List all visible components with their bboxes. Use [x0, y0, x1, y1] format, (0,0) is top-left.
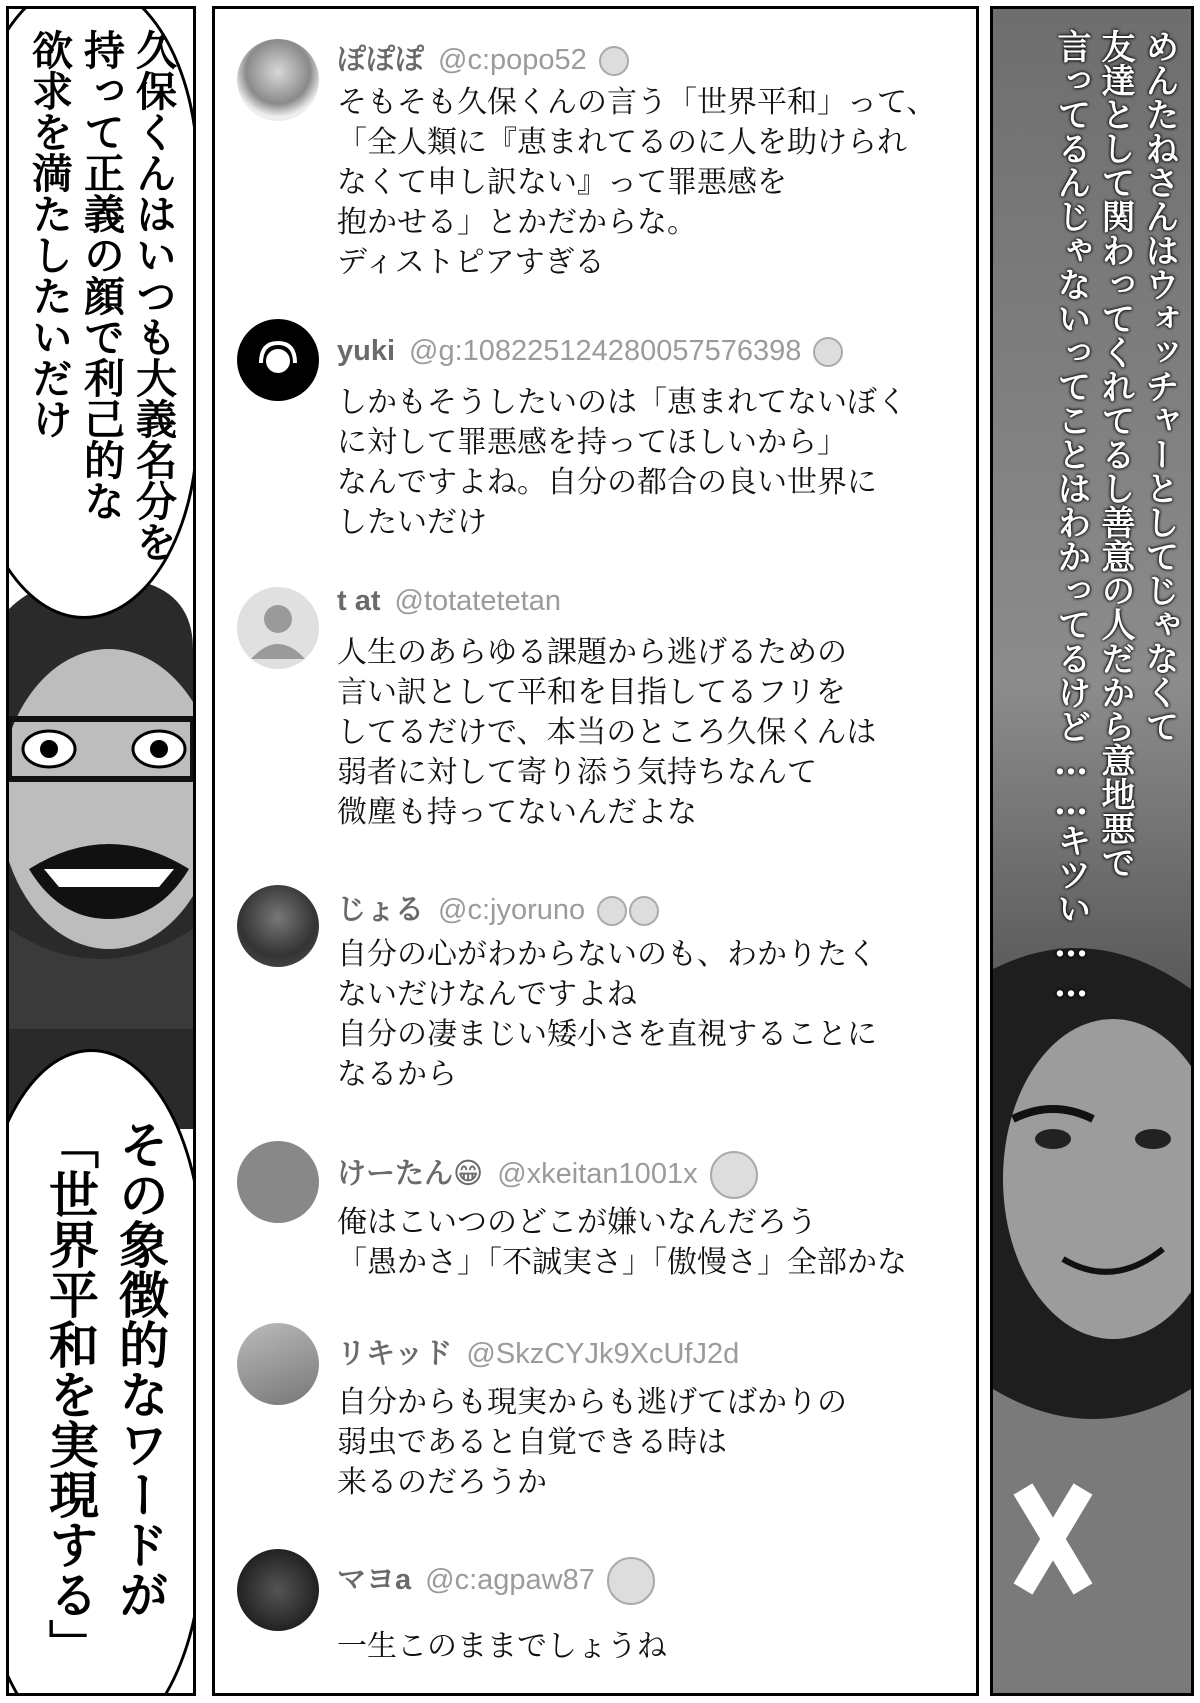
character-face-kubo: [9, 569, 193, 1129]
right-panel: [990, 6, 1194, 1696]
avatar[interactable]: [237, 1141, 319, 1223]
comment-header: [337, 1151, 758, 1199]
user-handle[interactable]: @c:jyoruno: [438, 894, 586, 926]
avatar[interactable]: [237, 1549, 319, 1631]
avatar[interactable]: [237, 1323, 319, 1405]
comment-item: [225, 305, 965, 555]
bubble-line: 「世界平和を実現する」: [41, 1119, 100, 1669]
badge-icon: [710, 1151, 758, 1199]
monologue-text: [1049, 29, 1181, 1109]
comment-text: しかもそうしたいのは「恵まれてないぼく に対して罪悪感を持ってほしいから」 なんですよね。自分の都合の良い世界に したいだけ: [337, 385, 907, 540]
comment-item: [225, 881, 965, 1131]
username[interactable]: マヨa: [337, 1564, 412, 1596]
user-handle[interactable]: @c:agpaw87: [425, 1564, 595, 1596]
avatar[interactable]: [237, 587, 319, 669]
comment-item: [225, 1545, 965, 1685]
comment-header: [337, 335, 843, 368]
user-handle[interactable]: @totatetetan: [394, 585, 561, 617]
badge-icon: [629, 896, 659, 926]
comment-header: [337, 887, 659, 928]
comment-header: [337, 1331, 739, 1372]
bubble-line: 欲求を満たしたいだけ: [25, 29, 73, 439]
monologue-line: めんたねさんはウォッチャーとしてじゃなくて: [1139, 29, 1179, 743]
user-handle[interactable]: @c:popo52: [438, 44, 587, 76]
comment-header: [337, 1557, 655, 1605]
comment-text: 自分の心がわからないのも、わかりたく ないだけなんですよね 自分の凄まじい矮小さを直視することに なるから: [337, 937, 877, 1092]
comment-item: [225, 577, 965, 867]
username[interactable]: じょる: [337, 894, 425, 926]
username[interactable]: yuki: [337, 335, 396, 367]
bubble-line: 持って正義の顔で利己的な: [77, 29, 125, 521]
monologue-line: 友達として関わってくれてるし善意の人だから意地悪で: [1095, 29, 1135, 879]
comment-text: 自分からも現実からも逃げてばかりの 弱虫であると自覚できる時は 来るのだろうか: [337, 1385, 847, 1500]
comment-text: そもそも久保くんの言う「世界平和」って、 「全人類に『恵まれてるのに人を助けられ なくて申し訳ない』って罪悪感を 抱かせる」とかだからな。 ディストピアすぎる: [337, 85, 937, 280]
comments-panel: [212, 6, 979, 1696]
bubble-line: その象徴的なワードが: [111, 1119, 170, 1619]
comment-text: 一生このままでしょうね: [337, 1629, 667, 1664]
user-handle[interactable]: @g:1082251242800575763​98: [409, 335, 802, 367]
comment-item: [225, 1319, 965, 1529]
comment-item: [225, 1137, 965, 1307]
badge-icon: [607, 1557, 655, 1605]
default-user-icon: [237, 587, 319, 669]
username[interactable]: リキッド: [337, 1338, 453, 1370]
avatar[interactable]: [237, 885, 319, 967]
username[interactable]: t at: [337, 585, 381, 617]
username[interactable]: ぽぽぽ: [337, 44, 425, 76]
comment-header: [337, 37, 629, 78]
avatar[interactable]: [237, 39, 319, 121]
badge-icon: [813, 337, 843, 367]
comment-item: [225, 31, 965, 301]
bubble-text-top: [23, 29, 179, 609]
comment-text: 俺はこいつのどこが嫌いなんだろう 「愚かさ」「不誠実さ」「傲慢さ」全部かな: [337, 1205, 907, 1280]
monologue-line: 言ってるんじゃないってことはわかってるけど……キツい……: [1051, 29, 1091, 1005]
comment-header: [337, 585, 561, 618]
user-handle[interactable]: @SkzCYJk9XcUfJ2d: [466, 1338, 740, 1370]
user-handle[interactable]: @xkeitan1001x: [497, 1158, 698, 1190]
comment-text: 人生のあらゆる課題から逃げるための 言い訳として平和を目指してるフリを してるだけで、本当のところ久保くんは 弱者に対して寄り添う気持ちなんて 微塵も持ってないんだよな: [337, 635, 877, 830]
headphone-skull-icon: [237, 319, 319, 401]
bubble-line: 久保くんはいつも大義名分を: [129, 29, 177, 562]
avatar[interactable]: [237, 319, 319, 401]
bubble-text-bottom: [35, 1119, 175, 1679]
badge-icon: [599, 46, 629, 76]
left-panel: [6, 6, 196, 1696]
badge-icon: [597, 896, 627, 926]
username[interactable]: けーたん😁: [337, 1158, 484, 1190]
